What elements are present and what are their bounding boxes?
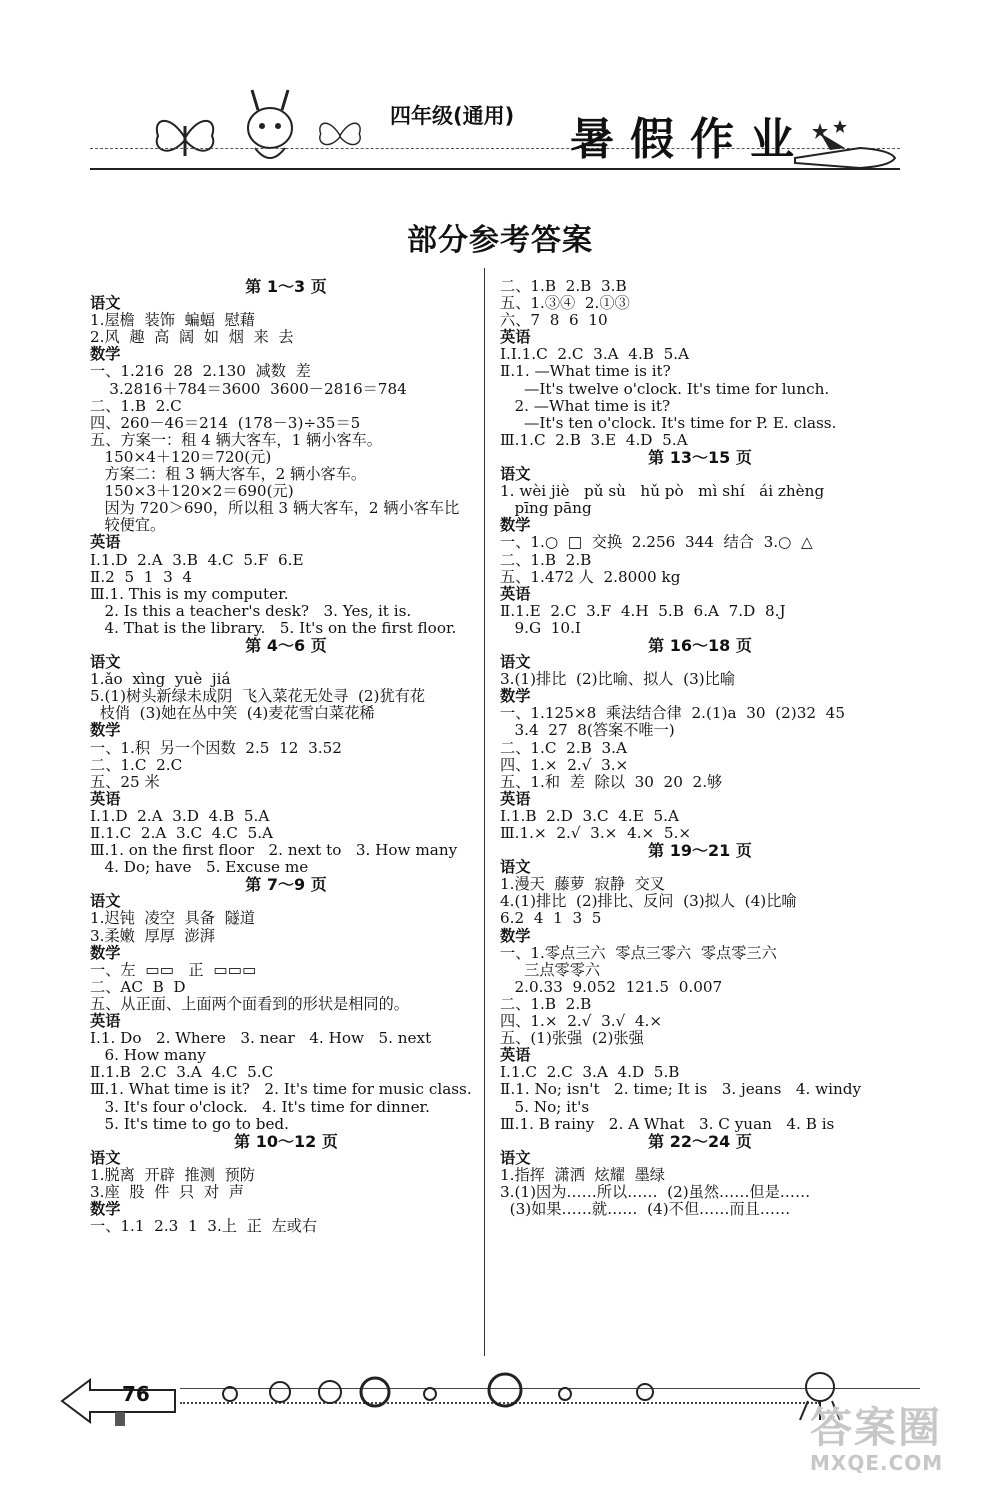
answer-line: 3.2816＋784＝3600 3600－2816＝784 (90, 379, 407, 398)
watermark-text: 答案圈 (810, 1403, 943, 1452)
answer-line: 四、1.× 2.√ 3.× (500, 755, 629, 774)
section-heading: 第 4～6 页 (245, 635, 327, 655)
subject-label: 语文 (500, 1148, 531, 1167)
grade-label: 四年级(通用) (390, 104, 515, 128)
answer-line: 二、1.B 2.B 3.B (500, 277, 627, 295)
answer-line: Ⅱ.1. —What time is it? (500, 362, 671, 381)
page-title: 部分参考答案 (407, 223, 593, 258)
answer-line: 3.柔嫩 厚厚 澎湃 (90, 926, 215, 945)
arrow-sign-icon (60, 1376, 180, 1426)
answer-line: 5. No; it's (500, 1097, 590, 1116)
answer-line: 二、1.C 2.C (90, 755, 183, 774)
answer-line: 4. That is the library. 5. It's on the first floor. (90, 618, 457, 637)
subject-label: 英语 (500, 789, 531, 808)
answer-line: 5. It's time to go to bed. (90, 1114, 289, 1133)
answer-line: 一、1.1 2.3 1 3.上 正 左或右 (90, 1217, 318, 1236)
answer-line: 四、1.× 2.√ 3.√ 4.× (500, 1012, 663, 1031)
subject-label: 数学 (90, 1200, 121, 1219)
answer-line: Ⅱ.1. No; isn't 2. time; It is 3. jeans 4. windy (500, 1080, 862, 1099)
answer-column-right (500, 278, 900, 1218)
subject-label: 语文 (500, 858, 531, 877)
answer-line: 1. wèi jiè pǔ sù hǔ pò mì shí ái zhèng (500, 482, 825, 501)
answer-line: Ⅲ.1. on the first floor 2. next to 3. How many (90, 841, 458, 860)
answer-line: 五、从正面、上面两个面看到的形状是相同的。 (90, 994, 409, 1013)
answer-line: 二、1.B 2.B (500, 550, 592, 569)
answer-line: 3. It's four o'clock. 4. It's time for dinner. (90, 1097, 430, 1116)
answer-line: 五、1.472 人 2.8000 kg (500, 567, 681, 586)
answer-line: 150×4＋120＝720(元) (90, 447, 272, 466)
answer-line: Ⅲ.1.× 2.√ 3.× 4.× 5.× (500, 824, 692, 842)
answer-line: 五、(1)张强 (2)张强 (500, 1029, 644, 1048)
answer-line: 较便宜。 (90, 516, 166, 535)
subject-label: 语文 (90, 1148, 121, 1167)
section-heading: 第 16～18 页 (648, 635, 752, 655)
subject-label: 英语 (500, 328, 531, 347)
answer-line: 1.迟钝 凌空 具备 隧道 (90, 909, 255, 928)
answer-line: Ⅱ.1.C 2.A 3.C 4.C 5.A (90, 824, 274, 842)
answer-line: 方案二：租 3 辆大客车，2 辆小客车。 (90, 465, 367, 484)
answer-line: pīng pāng (500, 499, 592, 518)
answer-line: 3.(1)排比 (2)比喻、拟人 (3)比喻 (500, 670, 736, 689)
answer-line: 5.(1)树头新绿未成阴 飞入菜花无处寻 (2)犹有花 (90, 687, 426, 706)
subject-label: 语文 (90, 294, 121, 313)
answer-line: 一、1.125×8 乘法结合律 2.(1)a 30 (2)32 45 (500, 704, 846, 723)
subject-label: 数学 (500, 926, 531, 945)
answer-line: 二、1.B 2.B (500, 994, 592, 1013)
answer-line: 五、1.③④ 2.①③ (500, 294, 630, 313)
answer-line: 二、1.C 2.B 3.A (500, 738, 627, 757)
page-number: 76 (122, 1382, 150, 1406)
answer-line: 4.(1)排比 (2)排比、反问 (3)拟人 (4)比喻 (500, 892, 797, 911)
section-heading: 第 10～12 页 (234, 1131, 338, 1151)
column-divider (484, 268, 485, 1356)
answer-line: 1.屋檐 装饰 蝙蝠 慰藉 (90, 311, 255, 330)
cartoon-rabbit-icon (230, 88, 310, 173)
answer-line: 3.座 股 件 只 对 声 (90, 1182, 244, 1201)
rocket-icon (790, 118, 900, 178)
answer-line: 2. Is this a teacher's desk? 3. Yes, it is. (90, 601, 412, 620)
answer-line: Ⅰ.Ⅰ.1.C 2.C 3.A 4.B 5.A (500, 345, 690, 364)
answer-line: 一、1.216 28 2.130 减数 差 (90, 362, 311, 381)
section-heading: 第 22～24 页 (648, 1131, 752, 1151)
answer-line: 4. Do; have 5. Excuse me (90, 858, 309, 877)
answer-line: Ⅰ.1.B 2.D 3.C 4.E 5.A (500, 806, 679, 825)
subject-label: 英语 (90, 789, 121, 808)
answer-line: Ⅱ.1.B 2.C 3.A 4.C 5.C (90, 1063, 274, 1082)
answer-line: (3)如果……就…… (4)不但……而且…… (500, 1200, 791, 1219)
answer-line: 五、25 米 (90, 772, 160, 791)
answer-column-left (90, 278, 482, 1235)
butterfly-icon (150, 108, 220, 168)
subject-label: 语文 (90, 892, 121, 911)
answer-line: 1.脱离 开辟 推测 预防 (90, 1165, 255, 1184)
answer-line: 9.G 10.I (500, 618, 581, 637)
answer-line: 二、1.B 2.C (90, 396, 182, 415)
answer-line: 一、左 ▭▭ 正 ▭▭▭ (90, 960, 257, 979)
answer-line: Ⅲ.1. What time is it? 2. It's time for music class. (90, 1080, 472, 1099)
answer-line: 1.漫天 藤萝 寂静 交叉 (500, 875, 665, 894)
answer-line: Ⅰ.1.D 2.A 3.D 4.B 5.A (90, 806, 270, 825)
subject-label: 英语 (90, 1012, 121, 1031)
answer-line: —It's twelve o'clock. It's time for lunch. (500, 379, 830, 398)
subject-label: 数学 (500, 687, 531, 706)
subject-label: 数学 (90, 721, 121, 740)
book-title: 暑假作业 (570, 114, 810, 165)
answer-line: 1.指挥 潇洒 炫耀 墨绿 (500, 1165, 665, 1184)
answer-line: 6. How many (90, 1046, 206, 1065)
butterfly-icon (315, 113, 365, 158)
answer-line: 2. —What time is it? (500, 396, 671, 415)
subject-label: 语文 (500, 465, 531, 484)
bubbles-decoration-icon (190, 1370, 710, 1410)
answer-line: 一、1.○ □ 交换 2.256 344 结合 3.○ △ (500, 533, 813, 552)
answer-line: —It's ten o'clock. It's time for P. E. class. (500, 413, 837, 432)
answer-line: 2.风 趣 高 阔 如 烟 来 去 (90, 328, 294, 347)
answer-line: Ⅲ.1. B rainy 2. A What 3. C yuan 4. B is (500, 1114, 835, 1133)
answer-line: 二、AC B D (90, 977, 186, 996)
header-rule (90, 168, 900, 170)
answer-line: 一、1.零点三六 零点三零六 零点零三六 (500, 943, 777, 962)
subject-label: 语文 (500, 653, 531, 672)
answer-line: 四、260－46＝214 (178－3)÷35＝5 (90, 413, 361, 432)
section-heading: 第 1～3 页 (245, 277, 327, 296)
answer-line: Ⅲ.1. This is my computer. (90, 584, 289, 603)
answer-line: 五、1.和 差 除以 30 20 2.够 (500, 772, 723, 791)
answer-line: 2.0.33 9.052 121.5 0.007 (500, 977, 723, 996)
subject-label: 数学 (90, 943, 121, 962)
answer-line: Ⅱ.1.E 2.C 3.F 4.H 5.B 6.A 7.D 8.J (500, 601, 786, 620)
answer-line: 6.2 4 1 3 5 (500, 909, 602, 928)
answer-line: 五、方案一：租 4 辆大客车，1 辆小客车。 (90, 430, 382, 449)
subject-label: 数学 (500, 516, 531, 535)
section-heading: 第 13～15 页 (648, 447, 752, 467)
answer-line: 150×3＋120×2＝690(元) (90, 482, 294, 501)
answer-line: 3.(1)因为……所以…… (2)虽然……但是…… (500, 1182, 811, 1201)
section-heading: 第 7～9 页 (245, 875, 327, 895)
answer-line: 1.ǎo xìng yuè jiá (90, 670, 231, 689)
answer-line: Ⅱ.2 5 1 3 4 (90, 567, 193, 586)
answer-line: 因为 720＞690，所以租 3 辆大客车，2 辆小客车比 (90, 499, 460, 518)
answer-line: Ⅰ.1.C 2.C 3.A 4.D 5.B (500, 1063, 680, 1082)
footer-banner (60, 1360, 920, 1450)
answer-line: 六、7 8 6 10 (500, 311, 608, 330)
answer-line: 一、1.积 另一个因数 2.5 12 3.52 (90, 738, 342, 757)
subject-label: 数学 (90, 345, 121, 364)
header-banner (90, 88, 900, 188)
watermark-url: MXQE.COM (810, 1451, 944, 1475)
answer-line: Ⅰ.1. Do 2. Where 3. near 4. How 5. next (90, 1029, 432, 1048)
subject-label: 英语 (90, 533, 121, 552)
answer-line: 3.4 27 8(答案不唯一) (500, 721, 675, 740)
answer-line: 枝俏 (3)她在丛中笑 (4)麦花雪白菜花稀 (90, 704, 375, 723)
section-heading: 第 19～21 页 (648, 841, 752, 861)
answer-line: 三点零零六 (500, 960, 601, 979)
subject-label: 英语 (500, 1046, 531, 1065)
watermark (810, 1395, 943, 1475)
answer-line: Ⅰ.1.D 2.A 3.B 4.C 5.F 6.E (90, 550, 304, 569)
subject-label: 英语 (500, 584, 531, 603)
subject-label: 语文 (90, 653, 121, 672)
answer-line: Ⅲ.1.C 2.B 3.E 4.D 5.A (500, 430, 688, 449)
